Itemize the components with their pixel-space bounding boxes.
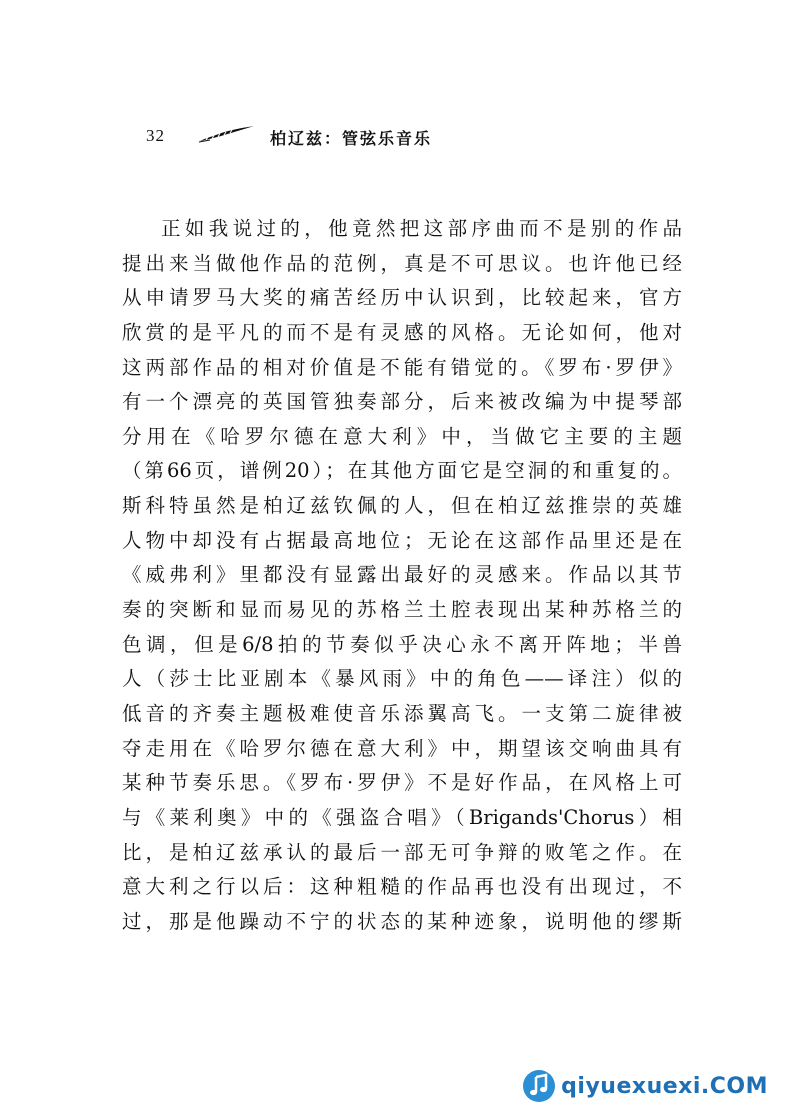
text-line: 比，是柏辽兹承认的最后一部无可争辩的败笔之作。在 <box>122 840 682 864</box>
text-line: 某种节奏乐思。《罗布·罗伊》不是好作品，在风格上可 <box>122 771 682 795</box>
text-line: 人物中却没有占据最高地位；无论在这部作品里还是在 <box>122 528 682 552</box>
page-header <box>146 122 646 152</box>
feather-icon <box>198 124 256 144</box>
watermark-text: qiyuexuexi.COM <box>561 1073 768 1099</box>
text-line: 意大利之行以后：这种粗糙的作品再也没有出现过，不 <box>122 875 682 899</box>
watermark <box>521 1066 768 1106</box>
text-line: 分用在《哈罗尔德在意大利》中，当做它主要的主题 <box>122 424 682 448</box>
text-line: （第66页，谱例20）；在其他方面它是空洞的和重复的。 <box>122 459 682 483</box>
running-title: 柏辽兹：管弦乐音乐 <box>270 129 433 148</box>
text-line: 人（莎士比亚剧本《暴风雨》中的角色——译注）似的 <box>122 667 682 691</box>
text-line: 提出来当做他作品的范例，真是不可思议。也许他已经 <box>122 251 682 275</box>
text-line: 这两部作品的相对价值是不能有错觉的。《罗布·罗伊》 <box>122 355 682 379</box>
music-note-icon <box>521 1068 557 1104</box>
text-line: 奏的突断和显而易见的苏格兰土腔表现出某种苏格兰的 <box>122 598 682 622</box>
text-line: 正如我说过的，他竟然把这部序曲而不是别的作品 <box>161 217 682 240</box>
text-line: 低音的齐奏主题极难使音乐添翼高飞。一支第二旋律被 <box>122 701 682 725</box>
text-line: 有一个漂亮的英国管独奏部分，后来被改编为中提琴部 <box>122 390 682 414</box>
page-number: 32 <box>146 126 165 145</box>
text-line: 夺走用在《哈罗尔德在意大利》中，期望该交响曲具有 <box>122 736 682 760</box>
text-line: 色调，但是6/8拍的节奏似乎决心永不离开阵地；半兽 <box>122 632 682 656</box>
text-line: 欣赏的是平凡的而不是有灵感的风格。无论如何，他对 <box>122 320 682 344</box>
text-line: 与《莱利奥》中的《强盗合唱》（Brigands'Chorus）相 <box>122 805 682 829</box>
text-line: 从申请罗马大奖的痛苦经历中认识到，比较起来，官方 <box>122 286 682 310</box>
text-line: 过，那是他躁动不宁的状态的某种迹象，说明他的缪斯 <box>122 909 682 933</box>
body-text <box>122 212 682 939</box>
text-line: 《威弗利》里都没有显露出最好的灵感来。作品以其节 <box>122 563 682 587</box>
text-line: 斯科特虽然是柏辽兹钦佩的人，但在柏辽兹推崇的英雄 <box>122 494 682 518</box>
